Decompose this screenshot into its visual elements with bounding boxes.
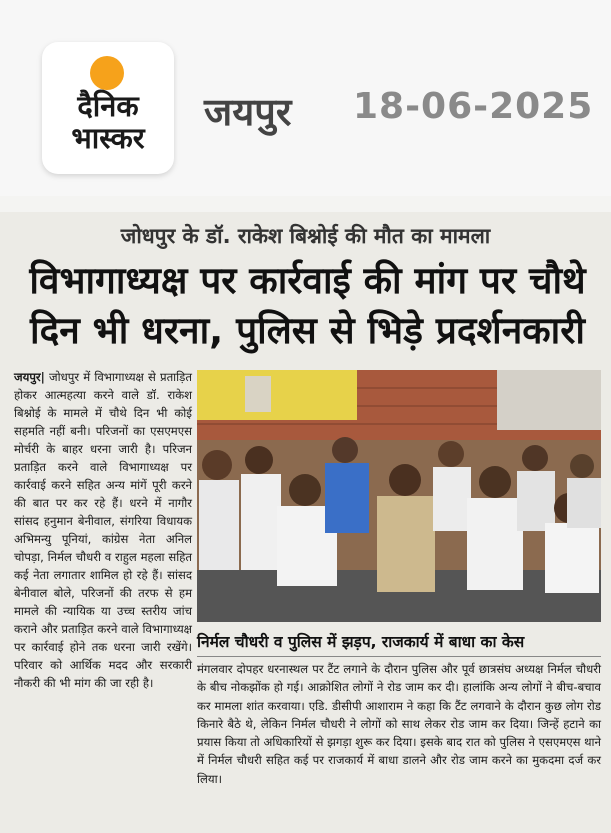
article-kicker: जोधपुर के डॉ. राकेश बिश्नोई की मौत का मामला <box>120 224 491 248</box>
logo-text-bhaskar: भास्कर <box>71 121 145 155</box>
edition-city: जयपुर <box>204 90 292 134</box>
protest-photo-illustration <box>197 370 601 622</box>
dateline: जयपुर| <box>14 370 45 384</box>
article-body-right: मंगलवार दोपहर धरनास्थल पर टैंट लगाने के दौरान पुलिस और पूर्व छात्रसंघ अध्यक्ष निर्मल चौधरी के बीच नोकझोंक हो गई। आक्रोशित लोगों ने रोड जाम कर दी। हालांकि अन्य लोगों ने बीच-बचाव कर मामला शांत करवाया। एडि. डीसीपी आशाराम ने कहा कि टैंट लगवाने के दौरान कुछ लोग रोड किनारे बैठे थे, लेकिन निर्मल चौधरी ने लोगों को साथ लेकर रोड जाम कर दिया। जिन्हें हटाने का प्रयास किया तो अधिकारियों से झगड़ा शुरू कर दिया। इसके बाद रात को पुलिस ने एसएमएस थाने में निर्मल चौधरी सहित कई पर राजकार्य में बाधा डालने और रोड जाम करने का मुकदमा दर्ज कर लिया। <box>197 662 601 786</box>
article-subhead: निर्मल चौधरी व पुलिस में झड़प, राजकार्य में बाधा का केस <box>197 633 525 651</box>
logo-text-dainik: दैनिक <box>77 89 139 123</box>
body-left-text: जोधपुर में विभागाध्यक्ष से प्रताड़ित होकर आत्महत्या करने वाले डॉ. राकेश बिश्नोई के मामले में चौथे दिन भी कोई सहमति नहीं बनी। परिजनों का एसएमएस मोर्चरी के बाहर धरना जारी है। परिजन प्रताड़ित करने वाले विभागाध्यक्ष पर कार्रवाई करने सहित अन्य मांगें पूरी करने की बात पर कर रहे हैं। धरने में नागौर सांसद हनुमान बेनीवाल, संगरिया विधायक अभिमन्यु पूनियां, कांग्रेस नेता अनिल चोपड़ा, निर्मल चौधरी व राहुल महला सहित कई नेता लगातार शामिल हो रहे हैं। सांसद बेनीवाल बोले, परिजनों की तरफ से हम मामले की न्यायिक या उच्च स्तरीय जांच कराने और प्रताड़ित करने वाले विभागाध्यक्ष पर कार्रवाई होने तक धरना जारी रखेंगे। परिवार को आर्थिक मदद और सरकारी नौकरी की भी मांग की जा रही है। <box>14 370 192 690</box>
protest-photo <box>197 370 601 622</box>
dainik-bhaskar-logo <box>42 42 174 174</box>
subhead-divider <box>197 656 601 657</box>
newspaper-header <box>0 0 611 196</box>
article-body-left <box>14 368 192 692</box>
article-headline: विभागाध्यक्ष पर कार्रवाई की मांग पर चौथे दिन भी धरना, पुलिस से भिड़े प्रदर्शनकारी <box>29 259 586 352</box>
edition-date: 18-06-2025 <box>353 86 594 127</box>
sun-logo-icon <box>90 56 124 90</box>
